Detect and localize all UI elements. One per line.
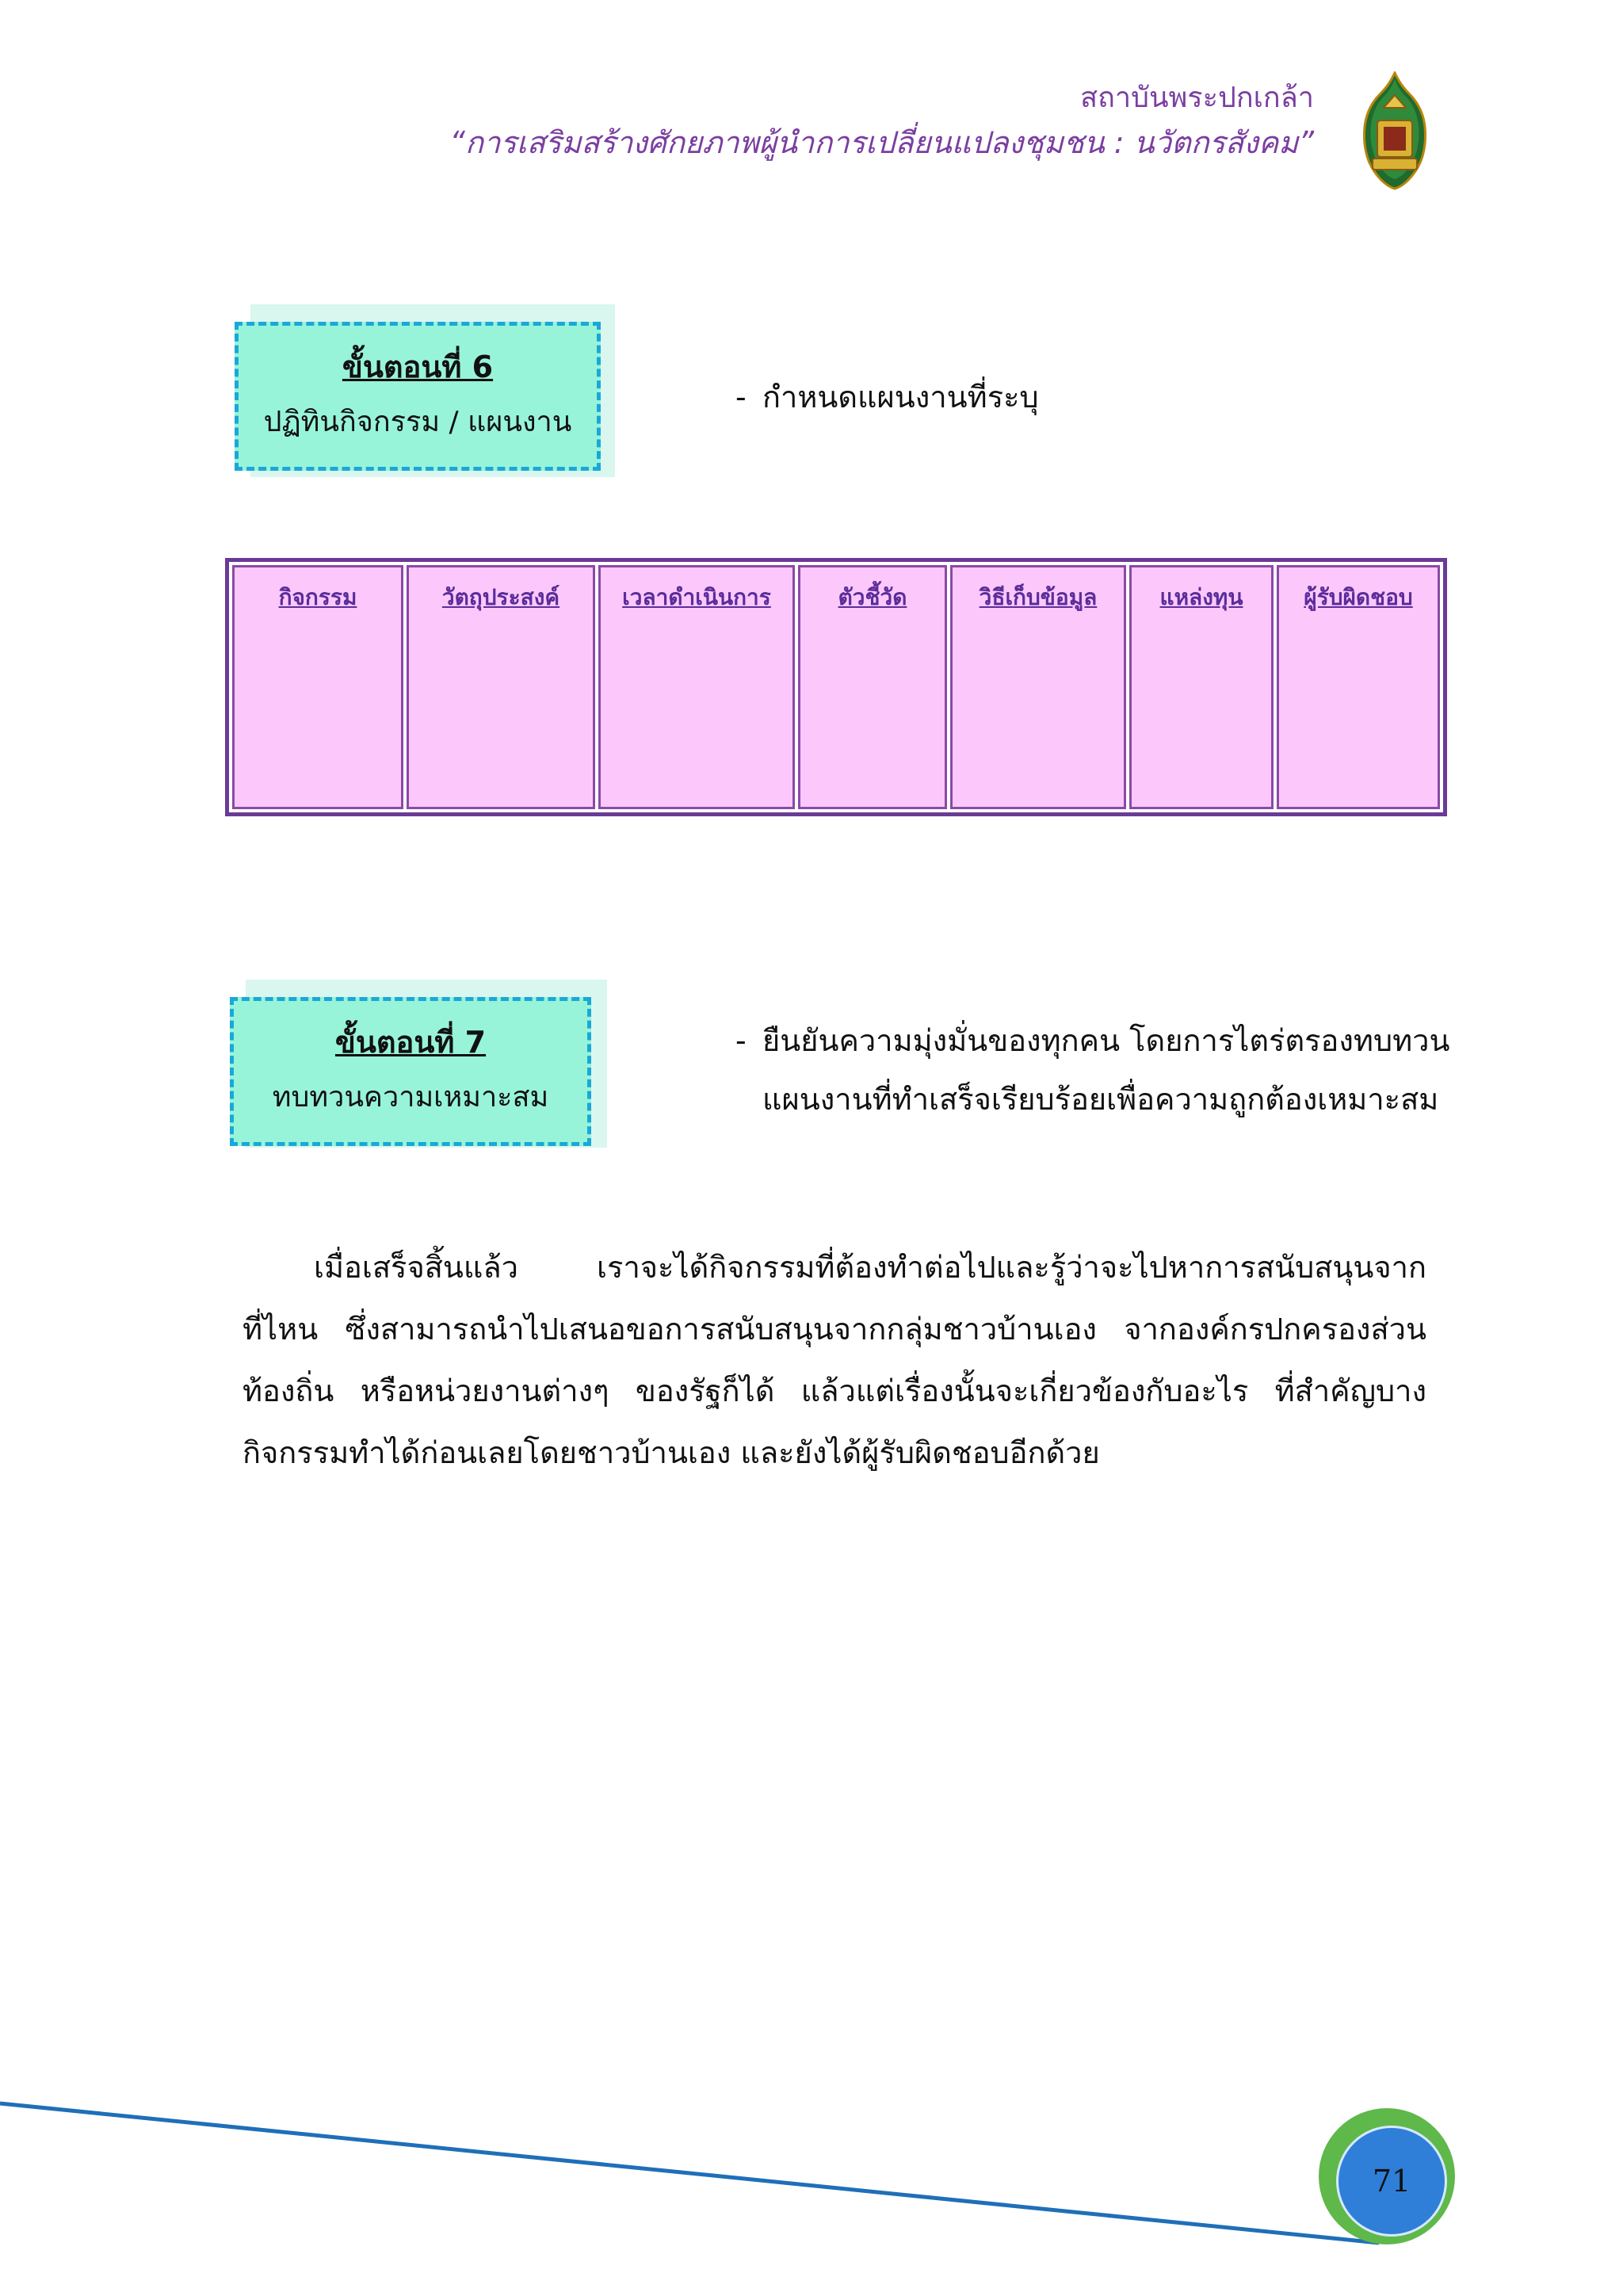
header-title: “การเสริมสร้างศักยภาพผู้นำการเปลี่ยนแปลงชุมชน : นวัตกรสังคม” <box>449 125 1314 160</box>
step6-bullet-text: กำหนดแผนงานที่ระบุ <box>762 380 1039 415</box>
step7-subtitle: ทบทวนความเหมาะสม <box>272 1081 549 1114</box>
bullet-dash: - <box>735 380 747 415</box>
plan-header-indicator: ตัวชี้วัด <box>838 584 907 610</box>
plan-table <box>225 558 1447 816</box>
plan-header-responsible: ผู้รับผิดชอบ <box>1304 584 1413 610</box>
page-number: 71 <box>1336 2126 1447 2237</box>
plan-header-activity: กิจกรรม <box>278 584 357 610</box>
institute-emblem-icon <box>1357 71 1433 190</box>
bullet-dash: - <box>735 1023 747 1058</box>
page-number-badge <box>1319 2108 1455 2244</box>
step7-box <box>230 997 591 1146</box>
plan-col-activity <box>232 565 403 809</box>
plan-col-funding <box>1129 565 1274 809</box>
body-paragraph-text: เมื่อเสร็จสิ้นแล้ว เราจะได้กิจกรรมที่ต้องทำต่อไปและรู้ว่าจะไปหาการสนับสนุนจากที่ไหน ซึ่งสามารถนำไปเสนอขอการสนับสนุนจากกลุ่มชาวบ้านเอง จากองค์กรปกครองส่วนท้องถิ่น หรือหน่วยงานต่างๆ ของรัฐก็ได้ แล้วแต่เรื่องนั้นจะเกี่ยวข้องกับอะไร ที่สำคัญบางกิจกรรมทำได้ก่อนเลยโดยชาวบ้านเอง และยังได้ผู้รับผิดชอบอีกด้วย <box>242 1250 1426 1470</box>
plan-col-objective <box>407 565 595 809</box>
plan-header-funding: แหล่งทุน <box>1159 584 1243 610</box>
header-org: สถาบันพระปกเกล้า <box>1080 82 1314 114</box>
step7-bullet-line1: ยืนยันความมุ่งมั่นของทุกคน โดยการไตร่ตรองทบทวน <box>762 1023 1450 1058</box>
step6-bullet <box>735 368 1039 426</box>
plan-header-duration: เวลาดำเนินการ <box>622 584 771 610</box>
plan-col-duration <box>598 565 795 809</box>
step7-bullet <box>735 1011 1449 1129</box>
page-header <box>449 78 1314 166</box>
plan-col-indicator <box>798 565 947 809</box>
step7-bullet-line2: แผนงานที่ทำเสร็จเรียบร้อยเพื่อความถูกต้องเหมาะสม <box>762 1082 1439 1117</box>
step7-title: ขั้นตอนที่ 7 <box>334 1025 487 1060</box>
step6-title: ขั้นตอนที่ 6 <box>342 350 494 384</box>
step6-box <box>235 322 601 471</box>
plan-col-method <box>950 565 1126 809</box>
body-paragraph <box>242 1236 1426 1484</box>
plan-col-responsible <box>1277 565 1440 809</box>
plan-header-objective: วัตถุประสงค์ <box>441 584 560 610</box>
plan-header-method: วิธีเก็บข้อมูล <box>979 584 1098 610</box>
step6-subtitle: ปฏิทินกิจกรรม / แผนงาน <box>263 406 572 438</box>
